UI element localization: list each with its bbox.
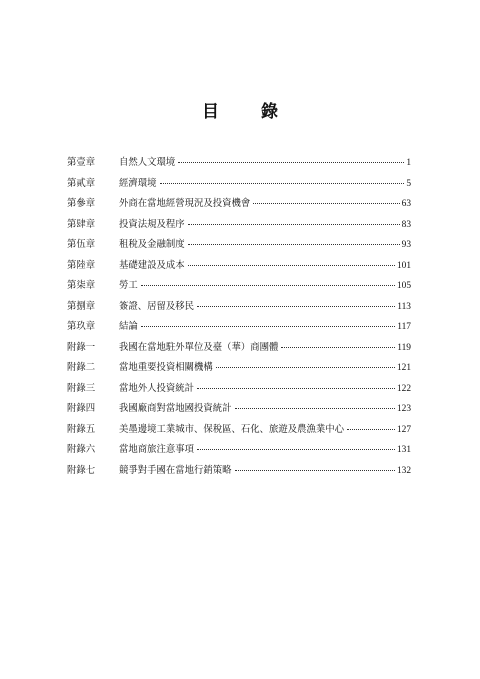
toc-entry[interactable] (67, 301, 411, 322)
toc-page-number: 63 (401, 199, 411, 209)
toc-entry[interactable] (67, 178, 411, 199)
toc-chapter-label: 第貳章 (67, 177, 96, 189)
toc-entry[interactable] (67, 424, 411, 445)
toc-chapter-label: 第壹章 (67, 157, 96, 168)
toc-page-number: 83 (401, 219, 411, 230)
toc-entry[interactable] (67, 403, 411, 424)
toc-page-number: 5 (406, 178, 411, 189)
table-of-contents (67, 157, 411, 485)
dot-leader (347, 429, 395, 430)
toc-entry-title: 勞工 (119, 280, 138, 291)
toc-entry-title: 基礎建設及成本 (119, 259, 185, 271)
toc-page-number: 117 (397, 322, 411, 332)
toc-chapter-label: 附錄五 (67, 423, 96, 435)
dot-leader (197, 306, 395, 307)
toc-entry-title: 投資法規及程序 (119, 218, 185, 230)
dot-leader (197, 449, 395, 450)
toc-entry[interactable] (67, 362, 411, 383)
toc-chapter-label: 第捌章 (67, 300, 96, 312)
toc-page-number: 101 (396, 260, 411, 271)
toc-entry-title: 我國廠商對當地國投資統計 (119, 403, 232, 414)
toc-entry[interactable] (67, 239, 411, 260)
page-title: 目 錄 (202, 102, 296, 122)
toc-entry-title: 當地商旅注意事項 (119, 444, 195, 455)
toc-chapter-label: 附錄四 (67, 403, 96, 414)
toc-chapter-label: 附錄七 (67, 464, 96, 476)
toc-page-number: 127 (396, 424, 411, 435)
dot-leader (281, 347, 395, 348)
toc-page-number: 1 (406, 158, 411, 168)
toc-page-number: 132 (396, 465, 411, 476)
toc-entry-title: 我國在當地駐外單位及臺（華）商團體 (119, 341, 279, 353)
toc-chapter-label: 第參章 (67, 198, 96, 209)
dot-leader (178, 162, 404, 163)
toc-entry[interactable] (67, 444, 411, 465)
dot-leader (235, 470, 395, 471)
dot-leader (188, 224, 400, 225)
toc-entry-title: 競爭對手國在當地行銷策略 (119, 464, 232, 476)
toc-entry[interactable] (67, 342, 411, 363)
toc-chapter-label: 附錄三 (67, 382, 96, 394)
toc-entry[interactable] (67, 465, 411, 486)
toc-page-number: 131 (396, 445, 411, 455)
toc-page-number: 119 (397, 342, 411, 353)
toc-entry-title: 經濟環境 (119, 177, 157, 189)
toc-chapter-label: 第伍章 (67, 239, 96, 250)
dot-leader (235, 408, 395, 409)
toc-entry-title: 外商在當地經營現況及投資機會 (119, 198, 251, 209)
toc-entry-title: 當地外人投資統計 (119, 382, 195, 394)
toc-entry[interactable] (67, 383, 411, 404)
dot-leader (197, 388, 395, 389)
toc-entry[interactable] (67, 198, 411, 219)
toc-page-number: 113 (397, 301, 411, 312)
toc-page-number: 123 (396, 404, 411, 414)
toc-chapter-label: 第陸章 (67, 259, 96, 271)
toc-entry-title: 美墨邊境工業城市、保稅區、石化、旅遊及農漁業中心 (119, 423, 345, 435)
toc-entry-title: 結論 (119, 321, 138, 332)
toc-page-number: 121 (396, 363, 411, 373)
dot-leader (141, 285, 395, 286)
dot-leader (188, 265, 395, 266)
toc-chapter-label: 附錄六 (67, 444, 96, 455)
toc-page-number: 122 (396, 383, 411, 394)
toc-page-number: 105 (396, 281, 411, 291)
toc-page-number: 93 (401, 240, 411, 250)
toc-chapter-label: 第玖章 (67, 321, 96, 332)
toc-chapter-label: 第肆章 (67, 218, 96, 230)
toc-entry[interactable] (67, 219, 411, 240)
toc-entry-title: 當地重要投資相關機構 (119, 362, 213, 373)
toc-chapter-label: 附錄二 (67, 362, 96, 373)
toc-entry-title: 自然人文環境 (119, 157, 176, 168)
toc-chapter-label: 第柒章 (67, 280, 96, 291)
toc-entry[interactable] (67, 280, 411, 301)
toc-chapter-label: 附錄一 (67, 341, 96, 353)
dot-leader (141, 326, 396, 327)
toc-entry[interactable] (67, 321, 411, 342)
toc-entry[interactable] (67, 157, 411, 178)
dot-leader (160, 183, 405, 184)
toc-entry-title: 簽證、居留及移民 (119, 300, 195, 312)
dot-leader (216, 367, 395, 368)
dot-leader (188, 244, 400, 245)
toc-entry-title: 租稅及金融制度 (119, 239, 185, 250)
toc-entry[interactable] (67, 260, 411, 281)
dot-leader (253, 203, 399, 204)
